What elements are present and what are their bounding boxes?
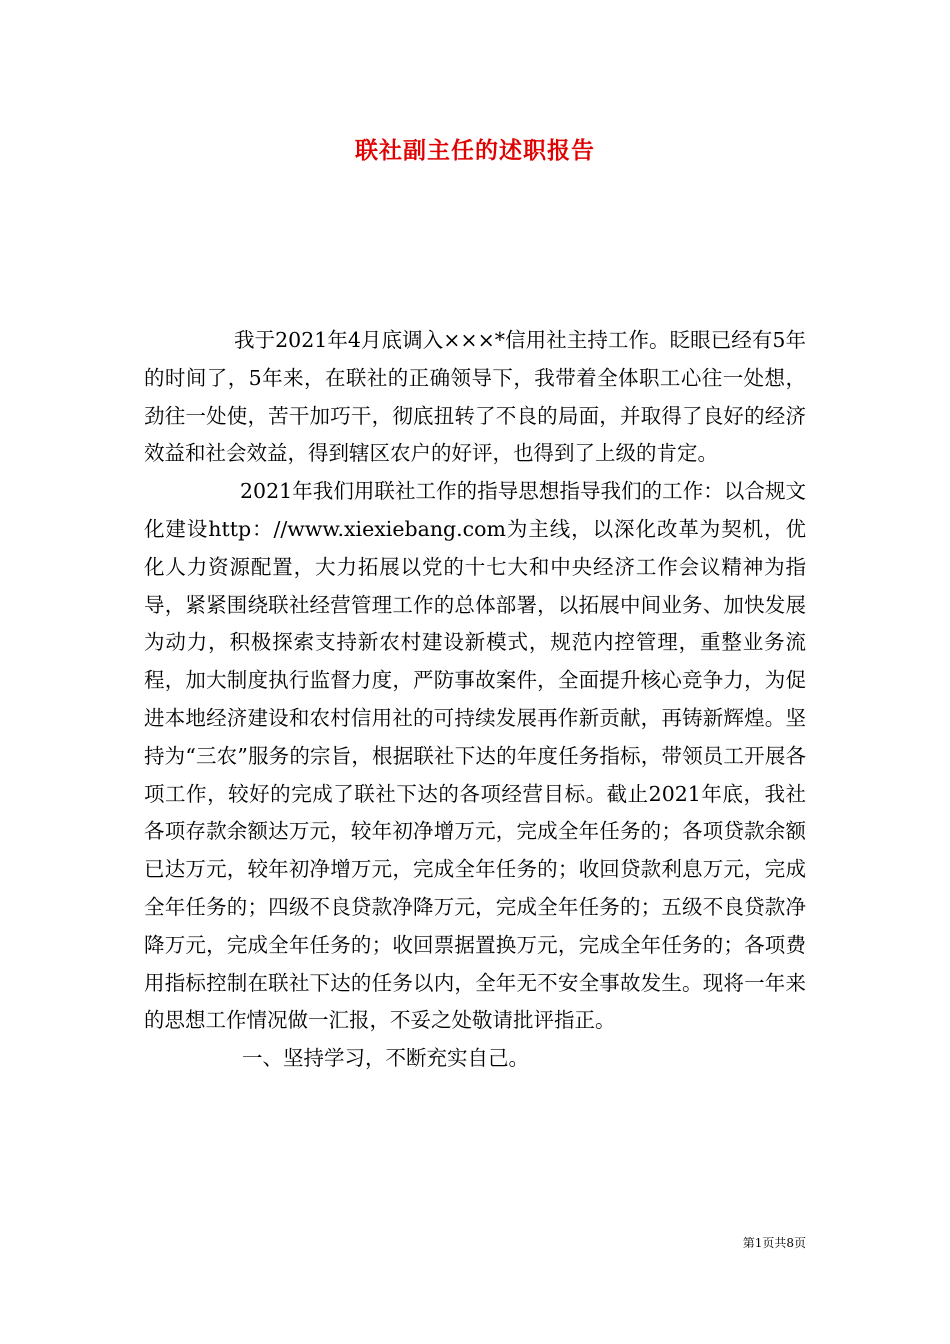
paragraph-work-summary: 2021年我们用联社工作的指导思想指导我们的工作：以合规文化建设http：//www.xiexiebang.com为主线，以深化改革为契机，优化人力资源配置，大力拓展以党的十七大和中央经济工作会议精神为指导，紧紧围绕联社经营管理工作的总体部署，以拓展中间业务、加快发展为动力，积极探索支持新农村建设新模式，规范内控管理，重整业务流程，加大制度执行监督力度，严防事故案件，全面提升核心竞争力，为促进本地经济建设和农村信用社的可持续发展再作新贡献，再铸新辉煌。坚持为“三农”服务的宗旨，根据联社下达的年度任务指标，带领员工开展各项工作，较好的完成了联社下达的各项经营目标。截止2021年底，我社各项存款余额达万元，较年初净增万元，完成全年任务的；各项贷款余额已达万元，较年初净增万元，完成全年任务的；收回贷款利息万元，完成全年任务的；四级不良贷款净降万元，完成全年任务的；五级不良贷款净降万元，完成全年任务的；收回票据置换万元，完成全年任务的；各项费用指标控制在联社下达的任务以内，全年无不安全事故发生。现将一年来的思想工作情况做一汇报，不妥之处敬请批评指正。 — [144, 479, 806, 1033]
document-body — [144, 322, 806, 1078]
page-number-footer: 第1页共8页 — [742, 1236, 806, 1250]
paragraph-intro: 我于2021年4月底调入×××*信用社主持工作。眨眼已经有5年的时间了，5年来，在联社的正确领导下，我带着全体职工心往一处想，劲往一处使，苦干加巧干，彻底扭转了不良的局面，并取得了良好的经济效益和社会效益，得到辖区农户的好评，也得到了上级的肯定。 — [144, 328, 806, 466]
section-heading-study: 一、坚持学习，不断充实自己。 — [242, 1046, 529, 1071]
document-title: 联社副主任的述职报告 — [355, 137, 595, 164]
